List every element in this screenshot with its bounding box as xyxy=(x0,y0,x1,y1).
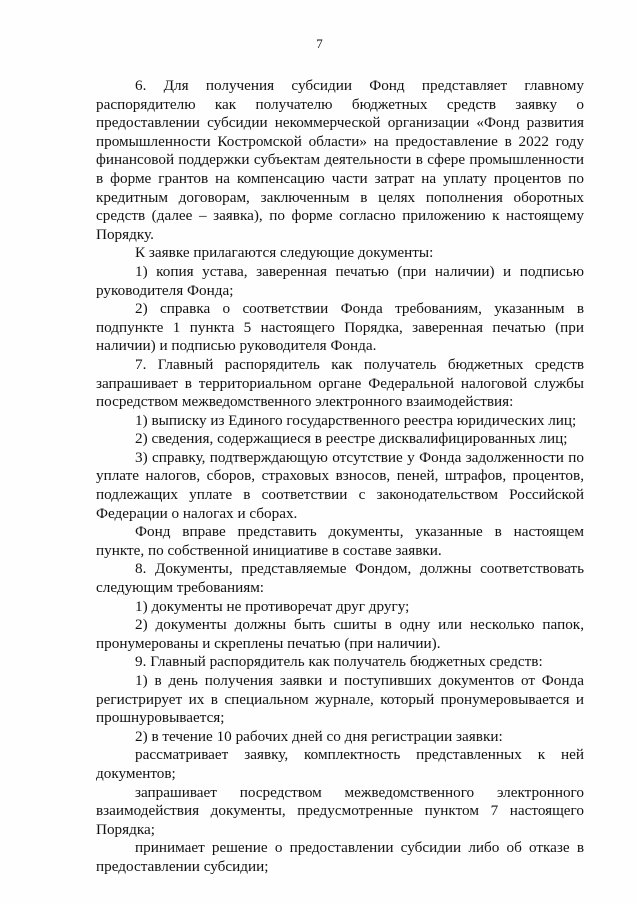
text-line: принимает решение о предоставлении субсидии либо об отказе в xyxy=(135,839,584,857)
text-line: запрашивает посредством межведомственного электронного xyxy=(135,783,584,801)
text-line: рассматривает заявку, комплектность представленных к ней xyxy=(135,746,584,764)
text-line: 2) справка о соответствии Фонда требованиям, указанным в xyxy=(135,300,584,318)
text-line: подпункте 1 пункта 5 настоящего Порядка, заверенная печатью (при xyxy=(96,318,584,336)
text-line: документов; xyxy=(96,764,176,782)
text-line: в форме грантов на компенсацию части затрат на уплату процентов по xyxy=(96,169,584,187)
text-line: К заявке прилагаются следующие документы: xyxy=(135,244,434,262)
text-line: кредитным договорам, заключенным в целях пополнения оборотных xyxy=(96,188,584,206)
text-line: прошнуровывается; xyxy=(96,709,225,727)
text-line: наличии) и подписью руководителя Фонда. xyxy=(96,337,377,355)
text-line: Порядка; xyxy=(96,820,155,838)
text-line: уплате налогов, сборов, страховых взносов, пеней, штрафов, процентов, xyxy=(96,467,584,485)
text-line: Фонд вправе представить документы, указанные в настоящем xyxy=(135,523,584,541)
text-line: Порядку. xyxy=(96,225,154,243)
text-line: взаимодействия документы, предусмотренные пунктом 7 настоящего xyxy=(96,802,584,820)
text-line: 2) сведения, содержащиеся в реестре дисквалифицированных лиц; xyxy=(135,430,568,448)
text-line: запрашивает в территориальном органе Федеральной налоговой службы xyxy=(96,374,584,392)
text-line: регистрирует их в специальном журнале, который пронумеровывается и xyxy=(96,690,584,708)
text-line: 1) документы не противоречат друг другу; xyxy=(135,597,410,615)
text-line: посредством межведомственного электронного взаимодействия: xyxy=(96,393,514,411)
text-line: пронумерованы и скреплены печатью (при наличии). xyxy=(96,634,441,652)
text-line: 6. Для получения субсидии Фонд представляет главному xyxy=(135,77,584,94)
text-line: руководителя Фонда; xyxy=(96,281,234,299)
text-line: средств (далее – заявка), по форме согласно приложению к настоящему xyxy=(96,207,584,225)
text-line: промышленности Костромской области» на предоставление в 2022 году xyxy=(96,132,584,150)
text-line: финансовой поддержки субъектам деятельности в сфере промышленности xyxy=(96,151,584,169)
text-line: подлежащих уплате в соответствии с законодательством Российской xyxy=(96,486,584,504)
text-line: 3) справку, подтверждающую отсутствие у Фонда задолженности по xyxy=(135,448,584,466)
text-line: Федерации о налогах и сборах. xyxy=(96,504,298,522)
text-line: 7. Главный распорядитель как получатель бюджетных средств xyxy=(135,355,584,373)
text-line: 2) в течение 10 рабочих дней со дня регистрации заявки: xyxy=(135,727,503,745)
document-body xyxy=(96,77,584,877)
text-line: распорядителю как получателю бюджетных средств заявку о xyxy=(96,95,584,113)
text-line: 2) документы должны быть сшиты в одну или несколько папок, xyxy=(135,616,584,634)
text-line: пункте, по собственной инициативе в составе заявки. xyxy=(96,541,442,559)
page-number: 7 xyxy=(316,36,323,51)
text-line: 9. Главный распорядитель как получатель бюджетных средств: xyxy=(135,653,543,671)
text-line: следующим требованиям: xyxy=(96,579,265,597)
text-line: предоставлении субсидии; xyxy=(96,857,269,875)
text-line: 1) выписку из Единого государственного реестра юридических лиц; xyxy=(135,411,577,429)
text-line: 8. Документы, представляемые Фондом, должны соответствовать xyxy=(135,560,584,578)
text-line: предоставлении субсидии некоммерческой организации «Фонд развития xyxy=(96,114,584,132)
text-line: 1) копия устава, заверенная печатью (при наличии) и подписью xyxy=(135,262,584,280)
text-line: 1) в день получения заявки и поступивших документов от Фонда xyxy=(135,672,584,689)
